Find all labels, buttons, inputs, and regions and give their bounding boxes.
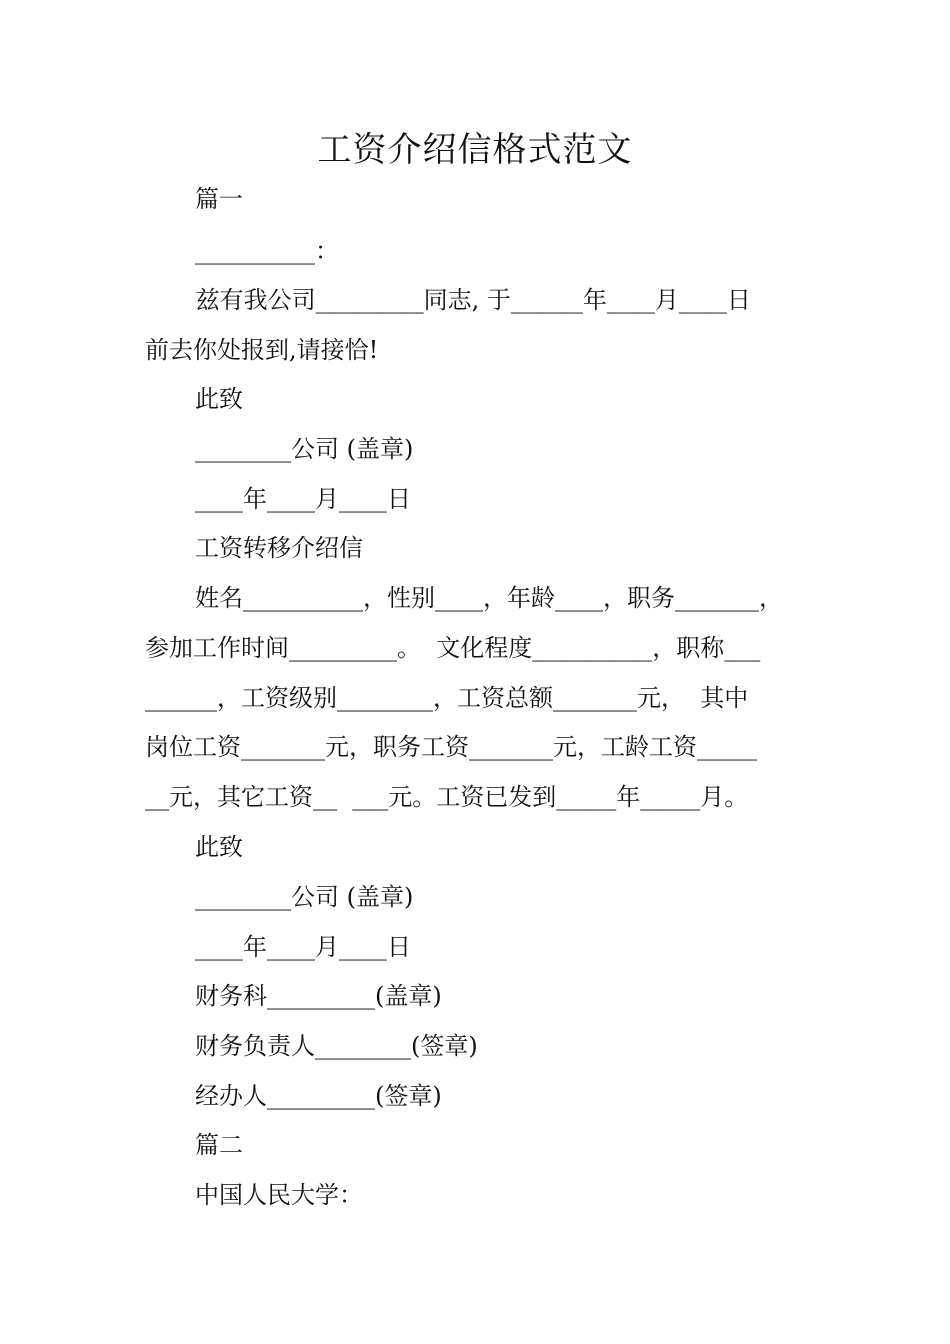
- company-seal-line: ________公司 (盖章): [195, 883, 414, 911]
- document-title: 工资介绍信格式范文: [317, 130, 633, 170]
- date-line: ____年____月____日: [195, 485, 411, 513]
- closing-line: 此致: [195, 385, 243, 413]
- section-heading-2: 篇二: [195, 1131, 243, 1159]
- company-seal-line: ________公司 (盖章): [195, 435, 414, 463]
- signature-line: 财务科_________(盖章): [195, 982, 442, 1010]
- date-line: ____年____月____日: [195, 933, 411, 961]
- body-line: 参加工作时间_________。 文化程度__________，职称___: [145, 634, 761, 662]
- recipient-line: 中国人民大学：: [195, 1181, 363, 1209]
- closing-line: 此致: [195, 833, 243, 861]
- body-line: 前去你处报到,请接恰!: [145, 336, 379, 364]
- subheading: 工资转移介绍信: [195, 534, 363, 562]
- body-line: 岗位工资_______元，职务工资_______元，工龄工资_____: [145, 733, 757, 761]
- signature-line: 财务负责人________(签章): [195, 1032, 478, 1060]
- signature-line: 经办人_________(签章): [195, 1082, 442, 1110]
- body-line: 兹有我公司_________同志, 于______年____月____日: [188, 286, 751, 314]
- section-heading-1: 篇一: [195, 185, 243, 213]
- body-line: ______，工资级别________，工资总额_______元， 其中: [145, 684, 749, 712]
- recipient-blank: __________：: [195, 237, 339, 265]
- body-line: 姓名__________，性别____，年龄____，职务_______，: [195, 584, 783, 612]
- body-line: __元，其它工资__ ___元。工资已发到_____年_____月。: [145, 783, 749, 811]
